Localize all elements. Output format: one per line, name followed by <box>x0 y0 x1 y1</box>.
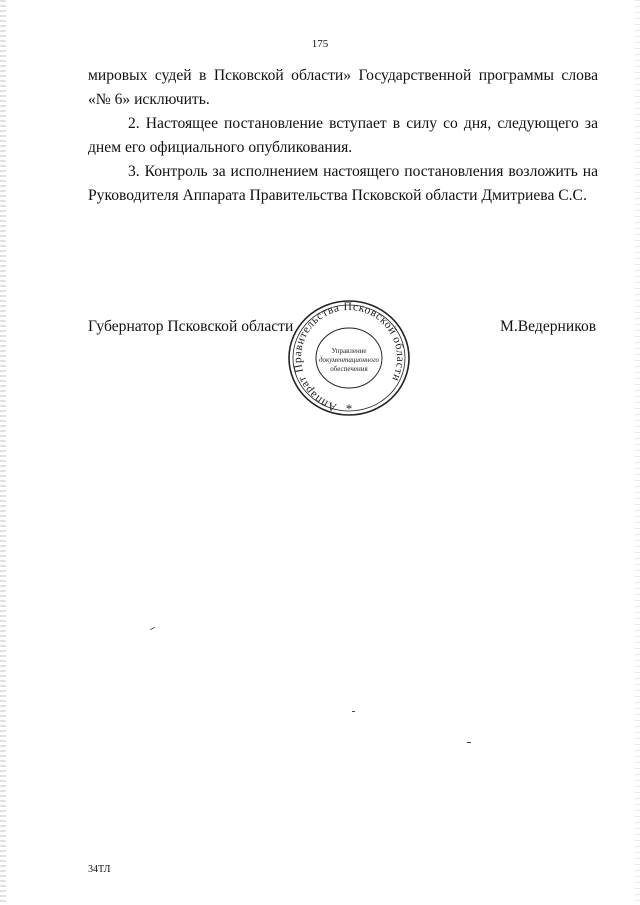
seal-center-line-2: документационного <box>318 356 380 364</box>
seal-center-line-3: обеспечения <box>330 365 368 373</box>
seal-ring-text: Аппарат Правительства Псковской области <box>291 300 407 414</box>
scan-speck <box>150 627 155 630</box>
document-body <box>88 64 598 208</box>
official-seal <box>283 296 415 420</box>
paragraph-control: 3. Контроль за исполнением настоящего постановления возложить на Руководителя Аппарата Правительства Псковской области Дмитриева С.С. <box>88 163 598 204</box>
page-number: 175 <box>311 38 329 50</box>
scan-edge-left <box>0 0 6 905</box>
seal-star: * <box>345 401 353 416</box>
scan-speck <box>352 711 355 712</box>
scan-edge-right <box>635 0 640 905</box>
signatory-name: М.Ведерников <box>500 318 597 335</box>
signatory-title: Губернатор Псковской области <box>88 318 294 335</box>
paragraph-effective-date: 2. Настоящее постановление вступает в силу со дня, следующего за днем его официального опубликования. <box>88 115 598 156</box>
seal-center-line-1: Управление <box>331 347 367 355</box>
scan-speck <box>467 742 471 743</box>
paragraph-continuation: мировых судей в Псковской области» Государственной программы слова «№ 6» исключить. <box>88 67 598 108</box>
document-code: 34ТЛ <box>88 864 111 875</box>
